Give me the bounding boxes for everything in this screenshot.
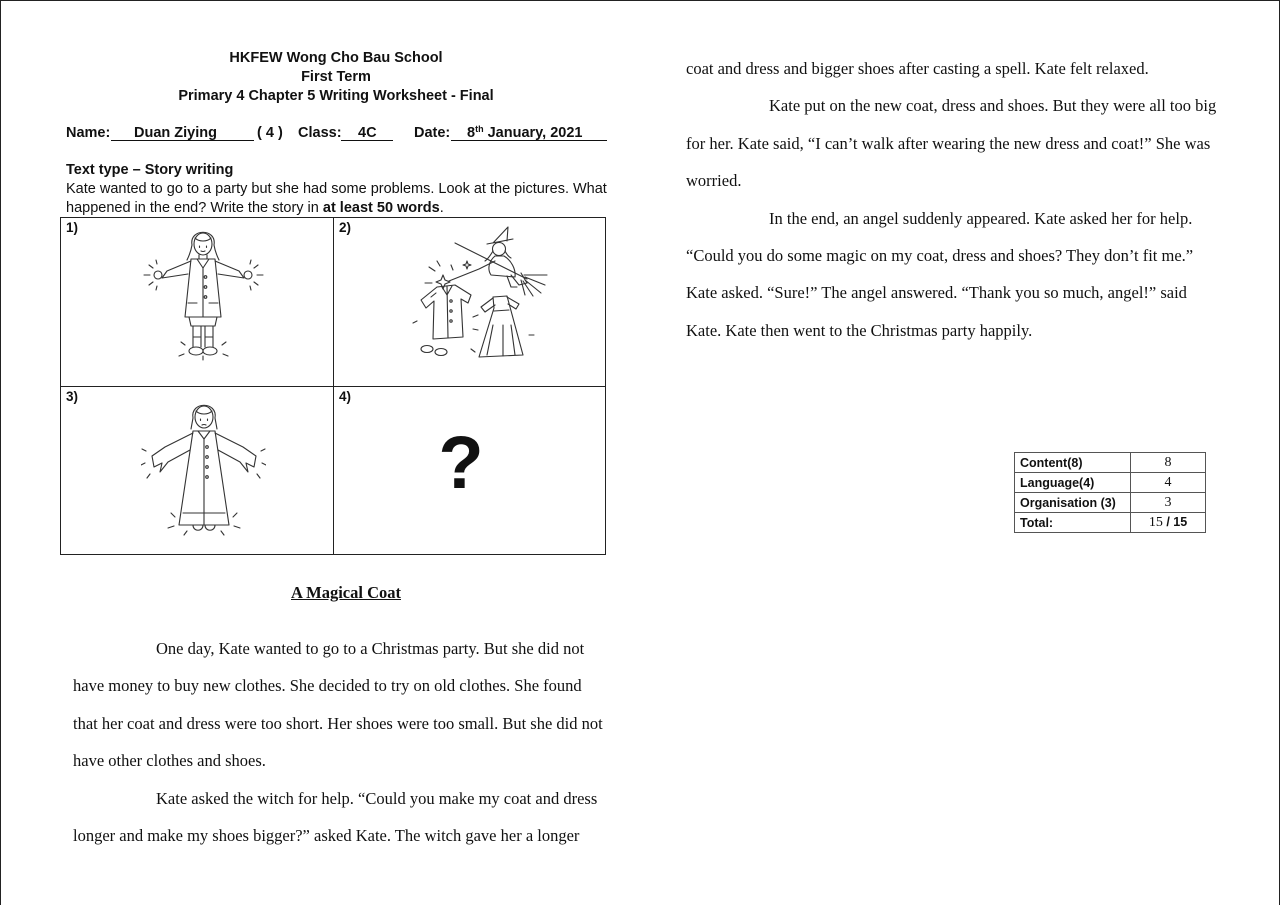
date-day: 8 xyxy=(467,125,476,141)
picture-label: 3) xyxy=(66,389,79,404)
picture-girl-short-coat xyxy=(141,227,266,362)
class-value: 4C xyxy=(358,125,377,141)
marks-criterion: Organisation (3) xyxy=(1015,493,1131,513)
picture-cell-4 xyxy=(334,387,605,554)
marks-criterion: Language(4) xyxy=(1015,473,1131,493)
class-number: ( 4 ) xyxy=(257,125,283,141)
story-line: “Could you do some magic on my coat, dress and shoes? They don’t fit me.” xyxy=(686,246,1194,266)
marks-criterion: Content(8) xyxy=(1015,453,1131,473)
marks-row xyxy=(1015,473,1206,493)
marks-row xyxy=(1015,453,1206,473)
student-name: Duan Ziying xyxy=(134,125,217,141)
marks-row xyxy=(1015,493,1206,513)
school-name: HKFEW Wong Cho Bau School xyxy=(229,50,443,66)
instructions-emphasis: at least 50 words xyxy=(322,200,440,216)
instructions-line-2 xyxy=(66,199,607,218)
story-line: Kate put on the new coat, dress and shoes. But they were all too big xyxy=(769,96,1217,116)
picture-label: 1) xyxy=(66,220,79,235)
story-left-column xyxy=(73,630,603,854)
date-field xyxy=(451,123,607,141)
term: First Term xyxy=(301,69,371,85)
marks-total-label: Total: xyxy=(1015,513,1131,533)
story-title: A Magical Coat xyxy=(291,583,401,602)
story-line: have other clothes and shoes. xyxy=(73,751,266,771)
date-label: Date: xyxy=(414,125,451,141)
story-line: One day, Kate wanted to go to a Christmas party. But she did not xyxy=(156,639,585,658)
story-line: Kate asked. “Sure!” The angel answered. “Thank you so much, angel!” said xyxy=(686,283,1187,303)
class-field xyxy=(341,123,393,141)
picture-cell-2 xyxy=(334,218,605,387)
picture-label: 2) xyxy=(339,220,352,235)
marks-table xyxy=(1014,452,1206,533)
instructions-end: . xyxy=(439,200,444,216)
story-line: have money to buy new clothes. She decided to try on old clothes. She found xyxy=(73,676,582,696)
marks-total-value xyxy=(1131,513,1206,533)
story-line: for her. Kate said, “I can’t walk after wearing the new dress and coat!” She was xyxy=(686,133,1211,153)
instructions-text: happened in the end? Write the story in xyxy=(66,200,319,216)
date-rest: January, 2021 xyxy=(487,125,583,141)
picture-witch-casting-spell xyxy=(411,225,551,370)
marks-total-row xyxy=(1015,513,1206,533)
story-line: Kate. Kate then went to the Christmas party happily. xyxy=(686,320,1033,340)
picture-girl-long-coat xyxy=(141,401,266,536)
date-suffix: th xyxy=(475,124,484,134)
story-line: In the end, an angel suddenly appeared. Kate asked her for help. xyxy=(769,208,1193,228)
story-line: Kate asked the witch for help. “Could you make my coat and dress xyxy=(156,788,598,808)
name-field xyxy=(111,123,254,141)
question-mark: ? xyxy=(438,421,484,504)
student-info-line xyxy=(1,123,641,143)
marks-total-score: 15 xyxy=(1148,515,1163,530)
instructions-line-1: Kate wanted to go to a party but she had some problems. Look at the pictures. What xyxy=(66,181,607,197)
task-block xyxy=(66,161,607,218)
picture-cell-1 xyxy=(61,218,334,387)
marks-score: 3 xyxy=(1131,493,1206,513)
story-line: worried. xyxy=(686,171,742,191)
class-label: Class: xyxy=(298,125,342,141)
name-label: Name: xyxy=(66,125,111,141)
worksheet-header xyxy=(136,49,536,106)
marks-score: 4 xyxy=(1131,473,1206,493)
text-type: Text type – Story writing xyxy=(66,162,234,178)
story-right-column xyxy=(686,50,1216,349)
story-line: coat and dress and bigger shoes after casting a spell. Kate felt relaxed. xyxy=(686,59,1149,78)
picture-label: 4) xyxy=(339,389,352,404)
marks-score: 8 xyxy=(1131,453,1206,473)
story-line: longer and make my shoes bigger?” asked Kate. The witch gave her a longer xyxy=(73,826,580,846)
worksheet-title: Primary 4 Chapter 5 Writing Worksheet - Final xyxy=(178,88,494,104)
story-line: that her coat and dress were too short. Her shoes were too small. But she did not xyxy=(73,713,603,733)
picture-cell-3 xyxy=(61,387,334,554)
marks-total-max: / 15 xyxy=(1166,515,1188,529)
picture-grid xyxy=(60,217,606,555)
